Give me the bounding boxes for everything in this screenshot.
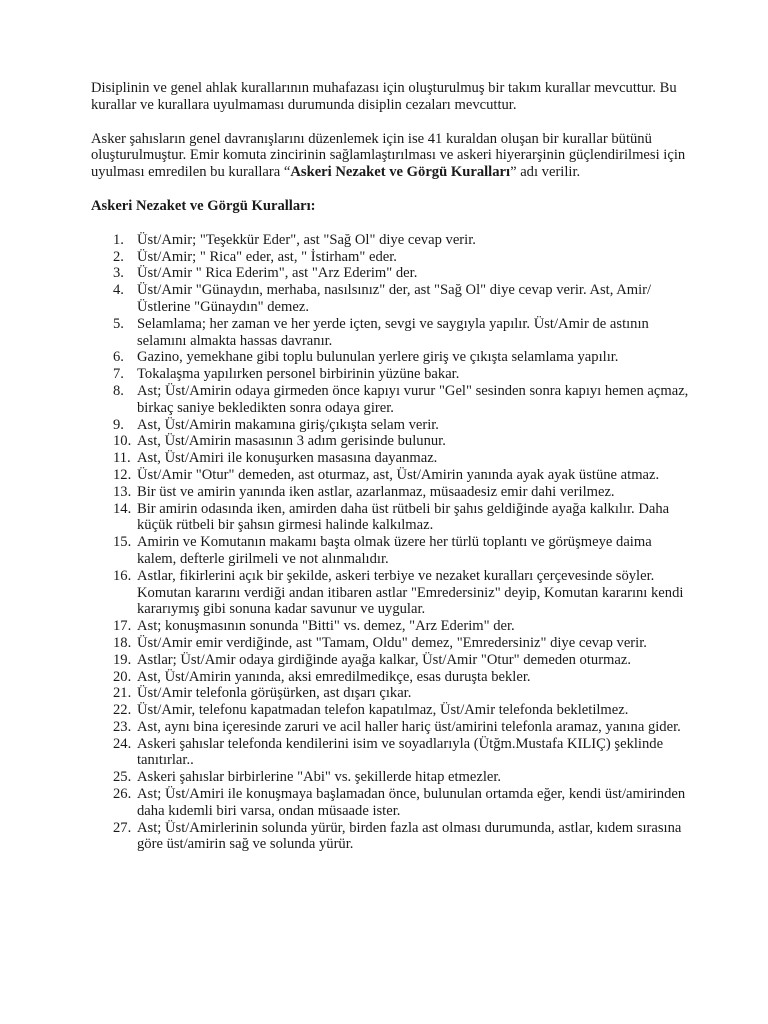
intro-paragraph-2-bold-term: Askeri Nezaket ve Görgü Kuralları [290,164,511,181]
list-item-text: Bir amirin odasında iken, amirden daha üst rütbeli bir şahıs geldiğinde ayağa kalkılır. Daha küçük rütbeli bir şahsın girmesi halinde kalkılmaz. [137,500,670,534]
list-item-number: 7. [113,366,124,383]
list-item [91,820,691,854]
section-heading: Askeri Nezaket ve Görgü Kuralları: [91,197,316,214]
list-item [91,316,691,350]
list-item-text: Üst/Amir; "Teşekkür Eder", ast "Sağ Ol" diye cevap verir. [137,231,476,248]
list-item-text: Ast, Üst/Amiri ile konuşurken masasına dayanmaz. [137,450,438,467]
list-item [91,719,691,736]
list-item-number: 23. [113,718,132,735]
list-item-text: Üst/Amir, telefonu kapatmadan telefon kapatılmaz, Üst/Amir telefonda bekletilmez. [137,702,629,719]
list-item [91,769,691,786]
list-item-text: Astlar, fikirlerini açık bir şekilde, askeri terbiye ve nezaket kuralları çerçevesinde söyler. Komutan kararını verdiği andan itibaren astlar "Emredersiniz" deyip, Komutan kararını kendi kararıymış gibi sonuna kadar savunur ve uygular. [137,567,684,618]
list-item [91,265,691,282]
list-item [91,282,691,316]
list-item-number: 5. [113,315,124,332]
list-item [91,366,691,383]
list-item-number: 16. [113,567,132,584]
list-item [91,450,691,467]
list-item-text: Ast, aynı bina içeresinde zaruri ve acil haller hariç üst/amirini telefonla aramaz, yanına gider. [137,718,681,735]
list-item-text: Askeri şahıslar birbirlerine "Abi" vs. şekillerde hitap etmezler. [137,769,502,786]
list-item [91,736,691,770]
list-item-number: 11. [113,450,131,467]
list-item-text: Bir üst ve amirin yanında iken astlar, azarlanmaz, müsaadesiz emir dahi verilmez. [137,483,615,500]
list-item-number: 9. [113,416,124,433]
list-item [91,652,691,669]
intro-paragraph-2-text-before: Asker şahısların genel davranışlarını düzenlemek için ise 41 kuraldan oluşan bir kurallar bütünü oluşturulmuştur. Emir komuta zincirinin sağlamlaştırılması ve askeri hiyerarşinin güçlendirilmesi için uyulması emredilen bu kurallara “ [91,130,686,181]
list-item-number: 27. [113,819,132,836]
list-item-number: 10. [113,433,132,450]
list-item-text: Üst/Amir telefonla görüşürken, ast dışarı çıkar. [137,685,412,702]
list-item [91,635,691,652]
list-item-number: 13. [113,483,132,500]
list-item [91,467,691,484]
list-item [91,433,691,450]
list-item-text: Üst/Amir "Günaydın, merhaba, nasılsınız" der, ast "Sağ Ol" diye cevap verir. Ast, Amir/Üstlerine "Günaydın" demez. [137,282,652,315]
list-item-number: 19. [113,651,132,668]
list-item-text: Ast; Üst/Amiri ile konuşmaya başlamadan önce, bulunulan ortamda eğer, kendi üst/amirinden daha kıdemli biri varsa, ondan müsaade ister. [137,786,686,819]
list-item-number: 25. [113,769,132,786]
list-item-text: Astlar; Üst/Amir odaya girdiğinde ayağa kalkar, Üst/Amir "Otur" demeden oturmaz. [137,651,632,668]
list-item-text: Selamlama; her zaman ve her yerde içten, sevgi ve saygıyla yapılır. Üst/Amir de astının selamını almakta hassas davranır. [137,315,649,349]
list-item-number: 24. [113,735,132,752]
intro-paragraph-1: Disiplinin ve genel ahlak kurallarının muhafazası için oluşturulmuş bir takım kurallar mevcuttur. Bu kurallar ve kurallara uyulmaması durumunda disiplin cezaları mevcuttur. [91,80,677,113]
list-item-number: 18. [113,634,132,651]
list-item-text: Ast; Üst/Amirin odaya girmeden önce kapıyı vurur "Gel" sesinden sonra kapıyı hemen açmaz, birkaç saniye bekledikten sonra odaya girer. [137,382,689,416]
list-item [91,568,691,618]
list-item-text: Tokalaşma yapılırken personel birbirinin yüzüne bakar. [137,366,460,383]
list-item [91,383,691,417]
list-item [91,786,691,820]
list-item-number: 2. [113,248,124,265]
list-item-number: 4. [113,282,124,299]
list-item-text: Ast; konuşmasının sonunda "Bitti" vs. demez, "Arz Ederim" der. [137,618,515,635]
list-item-number: 6. [113,349,124,366]
list-item [91,232,691,249]
list-item [91,349,691,366]
list-item-number: 12. [113,466,132,483]
intro-paragraph-2 [91,131,691,181]
list-item-number: 1. [113,231,124,248]
list-item-text: Üst/Amir; " Rica" eder, ast, " İstirham" eder. [137,248,397,265]
list-item-number: 17. [113,618,132,635]
rules-list [91,232,691,853]
list-item [91,534,691,568]
list-item-text: Üst/Amir emir verdiğinde, ast "Tamam, Oldu" demez, "Emredersiniz" diye cevap verir. [137,634,647,651]
list-item [91,501,691,535]
list-item-number: 21. [113,685,132,702]
list-item [91,618,691,635]
list-item-number: 15. [113,534,132,551]
list-item-text: Gazino, yemekhane gibi toplu bulunulan yerlere giriş ve çıkışta selamlama yapılır. [137,349,619,366]
list-item-text: Askeri şahıslar telefonda kendilerini isim ve soyadlarıyla (Ütğm.Mustafa KILIÇ) şeklinde tanıtırlar.. [137,735,664,769]
list-item-text: Amirin ve Komutanın makamı başta olmak üzere her türlü toplantı ve görüşmeye daima kalem, defterle girilmeli ve not alınmalıdır. [137,534,652,567]
list-item [91,685,691,702]
list-item [91,249,691,266]
list-item-number: 26. [113,786,132,803]
list-item-text: Ast, Üst/Amirin yanında, aksi emredilmedikçe, esas duruşta bekler. [137,668,531,685]
list-item [91,417,691,434]
list-item-text: Ast, Üst/Amirin makamına giriş/çıkışta selam verir. [137,416,439,433]
list-item [91,484,691,501]
list-item-number: 14. [113,500,132,517]
list-item-number: 3. [113,265,124,282]
list-item-text: Ast; Üst/Amirlerinin solunda yürür, birden fazla ast olması durumunda, astlar, kıdem sırasına göre üst/amirin sağ ve solunda yürür. [137,819,682,853]
list-item-text: Üst/Amir "Otur" demeden, ast oturmaz, ast, Üst/Amirin yanında ayak ayak üstüne atmaz. [137,466,660,483]
list-item-number: 20. [113,668,132,685]
list-item-number: 8. [113,382,124,399]
intro-paragraph-2-text-after: ” adı verilir. [510,164,581,181]
list-item-number: 22. [113,702,132,719]
list-item-text: Ast, Üst/Amirin masasının 3 adım gerisinde bulunur. [137,433,446,450]
list-item [91,669,691,686]
document-page [91,80,691,853]
list-item [91,702,691,719]
list-item-text: Üst/Amir " Rica Ederim", ast "Arz Ederim" der. [137,265,418,282]
